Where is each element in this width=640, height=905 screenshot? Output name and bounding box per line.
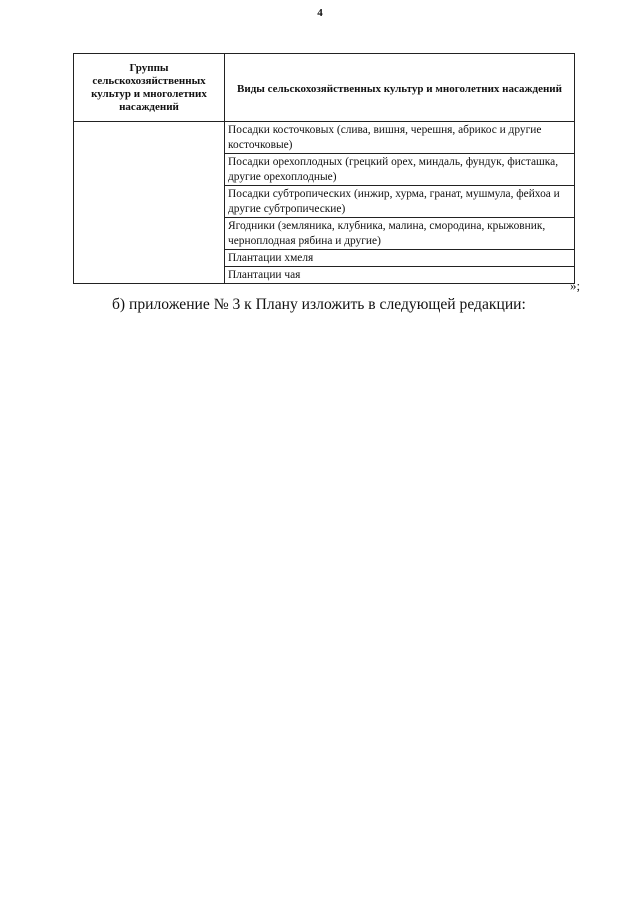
crop-type-stone-fruit: Посадки косточковых (слива, вишня, черешня, абрикос и другие косточковые) [225,122,575,154]
crop-type-subtropical: Посадки субтропических (инжир, хурма, гранат, мушмула, фейхоа и другие субтропические) [225,186,575,218]
header-crop-types: Виды сельскохозяйственных культур и многолетних насаждений [225,54,575,122]
crop-type-berries: Ягодники (земляника, клубника, малина, смородина, крыжовник, черноплодная рябина и другие) [225,218,575,250]
closing-quote: »; [570,278,581,293]
crop-type-hops: Плантации хмеля [225,250,575,267]
header-crop-groups: Группы сельскохозяйственных культур и многолетних насаждений [74,54,225,122]
amendment-instruction: б) приложение № 3 к Плану изложить в следующей редакции: [112,296,526,313]
table-header-row [74,54,575,122]
table-row [74,122,575,154]
crop-type-nuts: Посадки орехоплодных (грецкий орех, миндаль, фундук, фисташка, другие орехоплодные) [225,154,575,186]
crop-group-cell [74,122,225,284]
page-number: 4 [317,7,323,19]
crop-type-tea: Плантации чая [225,267,575,284]
crop-types-table [73,53,575,284]
